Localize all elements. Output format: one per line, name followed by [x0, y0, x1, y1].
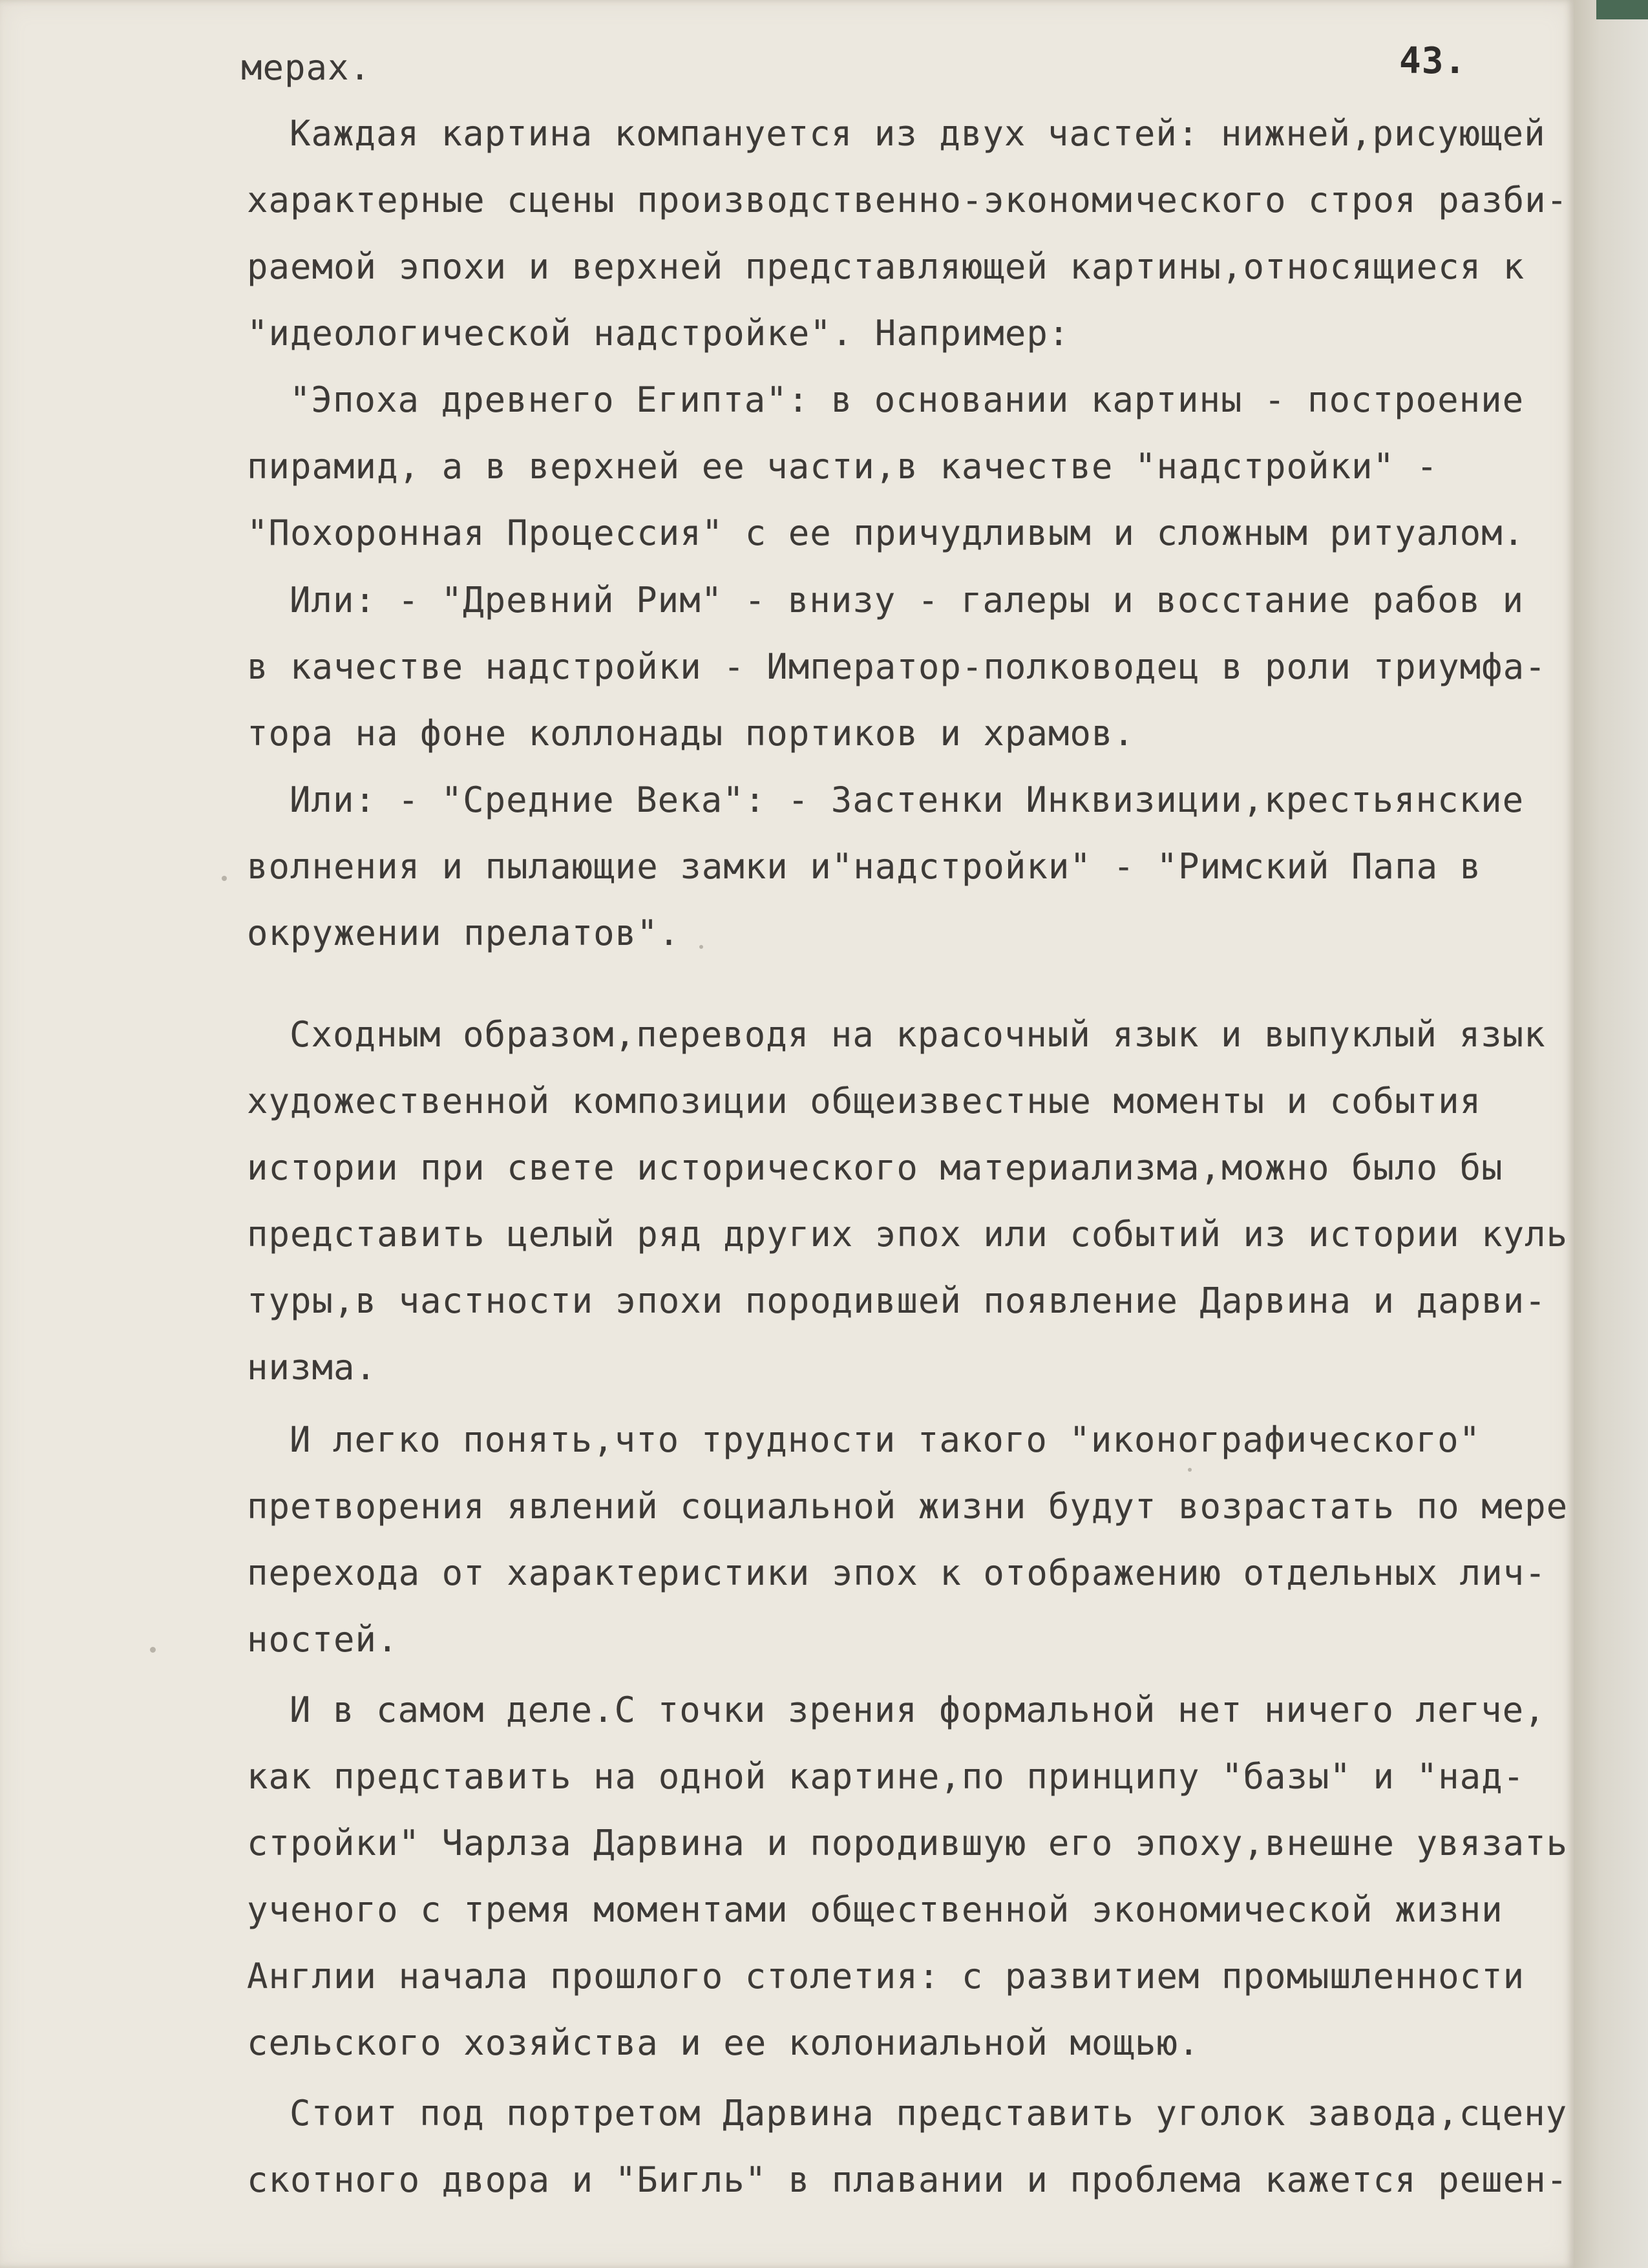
- text-line: характерные сцены производственно-экономического строя разби-: [247, 180, 1569, 220]
- ink-speck: [699, 945, 703, 949]
- text-line: представить целый ряд других эпох или событий из истории куль: [247, 1214, 1569, 1255]
- ink-speck: [150, 1647, 156, 1653]
- text-line: Англии начала прошлого столетия: с развитием промышленности: [247, 1956, 1525, 1997]
- text-line: перехода от характеристики эпох к отображению отдельных лич-: [247, 1553, 1547, 1593]
- text-line: "идеологической надстройке". Например:: [247, 313, 1070, 354]
- text-line: мерах.: [241, 47, 372, 88]
- ink-speck: [222, 876, 227, 881]
- text-line: окружении прелатов".: [247, 913, 681, 953]
- text-line: пирамид, а в верхней ее части,в качестве "надстройки" -: [247, 446, 1439, 487]
- text-line: низма.: [247, 1347, 377, 1388]
- text-line: как представить на одной картине,по принципу "базы" и "над-: [247, 1756, 1525, 1797]
- text-line: "Похоронная Процессия" с ее причудливым и сложным ритуалом.: [247, 513, 1525, 553]
- text-line: Или: - "Средние Века": - Застенки Инквизиции,крестьянские: [290, 779, 1525, 820]
- text-line: И легко понять,что трудности такого "иконографического": [290, 1419, 1481, 1460]
- text-line: Сходным образом,переводя на красочный язык и выпуклый язык: [290, 1014, 1546, 1055]
- text-line: претворения явлений социальной жизни будут возрастать по мере: [247, 1486, 1569, 1527]
- text-line: туры,в частности эпохи породившей появление Дарвина и дарви-: [247, 1280, 1547, 1321]
- text-line: Каждая картина компануется из двух частей: нижней,рисующей: [290, 113, 1546, 154]
- text-line: стройки" Чарлза Дарвина и породившую его эпоху,внешне увязать: [247, 1823, 1569, 1863]
- text-line: волнения и пылающие замки и"надстройки" - "Римский Папа в: [247, 846, 1482, 887]
- page-edge-shadow: [1574, 0, 1648, 2268]
- text-line: истории при свете исторического материализма,можно было бы: [247, 1147, 1503, 1188]
- text-line: раемой эпохи и верхней представляющей картины,относящиеся к: [247, 246, 1525, 287]
- text-line: И в самом деле.С точки зрения формальной нет ничего легче,: [290, 1690, 1546, 1730]
- text-line: художественной композиции общеизвестные моменты и события: [247, 1081, 1482, 1121]
- text-line: сельского хозяйства и ее колониальной мощью.: [247, 2022, 1200, 2063]
- ink-speck: [1188, 1468, 1192, 1472]
- text-line: тора на фоне коллонады портиков и храмов.: [247, 713, 1135, 754]
- text-line: ученого с тремя моментами общественной экономической жизни: [247, 1889, 1503, 1930]
- text-line: в качестве надстройки - Император-полководец в роли триумфа-: [247, 646, 1547, 687]
- background-strip: [1596, 0, 1648, 19]
- text-line: ностей.: [247, 1619, 399, 1660]
- text-line: Или: - "Древний Рим" - внизу - галеры и восстание рабов и: [290, 580, 1525, 620]
- text-line: "Эпоха древнего Египта": в основании картины - построение: [290, 379, 1525, 420]
- text-line: Стоит под портретом Дарвина представить уголок завода,сцену: [290, 2093, 1568, 2134]
- page-number: 43.: [1399, 40, 1467, 82]
- text-line: скотного двора и "Бигль" в плавании и проблема кажется решен-: [247, 2159, 1569, 2200]
